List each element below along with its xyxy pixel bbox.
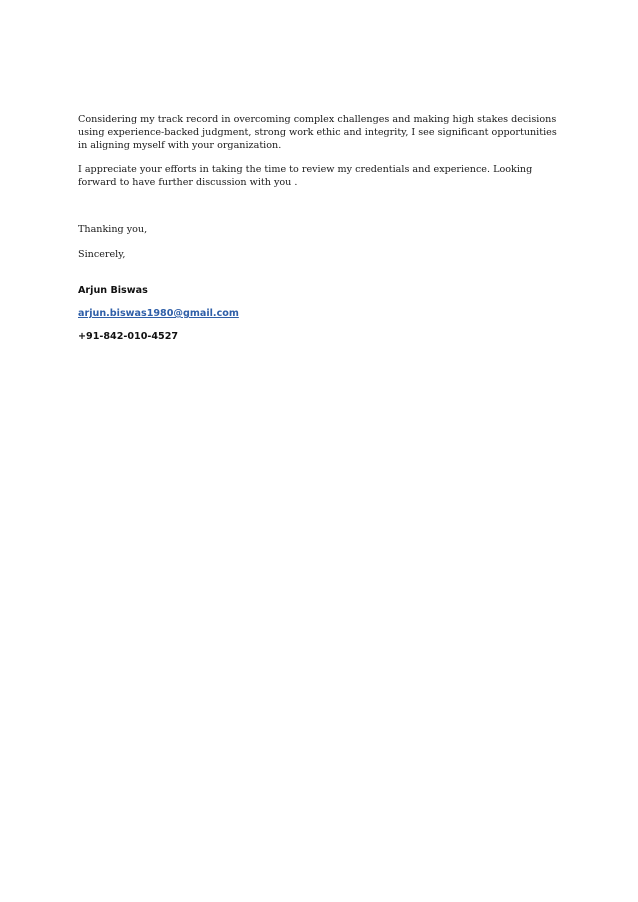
closing-thanks: Thanking you, — [78, 224, 148, 235]
signature-phone: +91-842-010-4527 — [78, 331, 179, 342]
closing-sincerely: Sincerely, — [78, 249, 126, 260]
paragraph-appreciation: I appreciate your efforts in taking the time to review my credentials and experience. Looking forward to have further discussion with you . — [78, 164, 533, 188]
signature-name: Arjun Biswas — [78, 285, 148, 296]
letter-body — [78, 113, 568, 343]
signature-email-line — [78, 307, 568, 320]
email-link[interactable]: arjun.biswas1980@gmail.com — [78, 308, 239, 319]
paragraph-track-record: Considering my track record in overcoming complex challenges and making high stakes decisions using experience-backed judgment, strong work ethic and integrity, I see significant opportunities in aligning myself with your organization. — [78, 114, 557, 151]
